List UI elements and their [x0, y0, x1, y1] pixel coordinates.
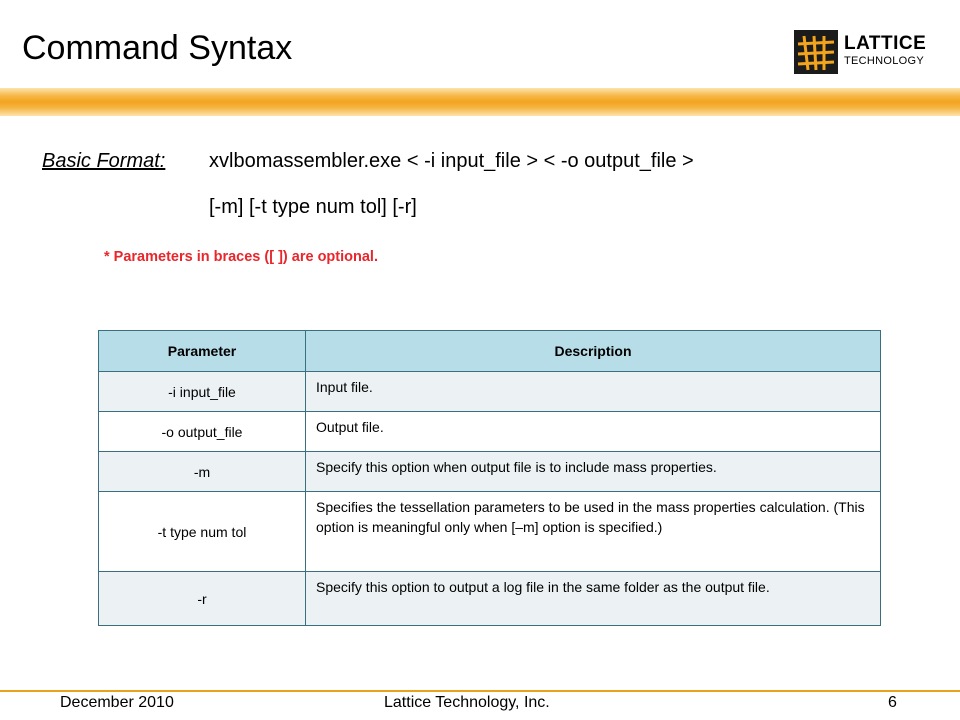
description-cell: Specifies the tessellation parameters to be used in the mass properties calculation. (This option is meaningful only when [–m] option is specified.) — [306, 492, 881, 572]
column-header-parameter: Parameter — [99, 331, 306, 372]
parameter-cell: -t type num tol — [99, 492, 306, 572]
table-row — [99, 412, 881, 452]
parameter-cell: -i input_file — [99, 372, 306, 412]
footer-divider — [0, 690, 960, 692]
description-cell: Input file. — [306, 372, 881, 412]
parameter-cell: -m — [99, 452, 306, 492]
table-row — [99, 452, 881, 492]
page-number: 6 — [888, 694, 897, 711]
description-cell: Specify this option to output a log file in the same folder as the output file. — [306, 572, 881, 626]
basic-format-options: [-m] [-t type num tol] [-r] — [209, 196, 417, 218]
table-header-row — [99, 331, 881, 372]
parameter-cell: -r — [99, 572, 306, 626]
parameter-table — [98, 330, 881, 626]
footer-date: December 2010 — [60, 694, 174, 711]
optional-note: * Parameters in braces ([ ]) are optional. — [104, 249, 378, 265]
basic-format-label: Basic Format: — [42, 150, 166, 172]
table-row — [99, 492, 881, 572]
header-band — [0, 88, 960, 116]
logo-subtitle: TECHNOLOGY — [844, 55, 925, 67]
parameter-cell: -o output_file — [99, 412, 306, 452]
column-header-description: Description — [306, 331, 881, 372]
logo-name: LATTICE — [844, 33, 927, 54]
basic-format-command: xvlbomassembler.exe < -i input_file > < -o output_file > — [209, 150, 694, 172]
description-cell: Specify this option when output file is to include mass properties. — [306, 452, 881, 492]
table-row — [99, 572, 881, 626]
slide-title: Command Syntax — [22, 29, 293, 67]
footer-company: Lattice Technology, Inc. — [384, 694, 550, 711]
description-cell: Output file. — [306, 412, 881, 452]
table-row — [99, 372, 881, 412]
